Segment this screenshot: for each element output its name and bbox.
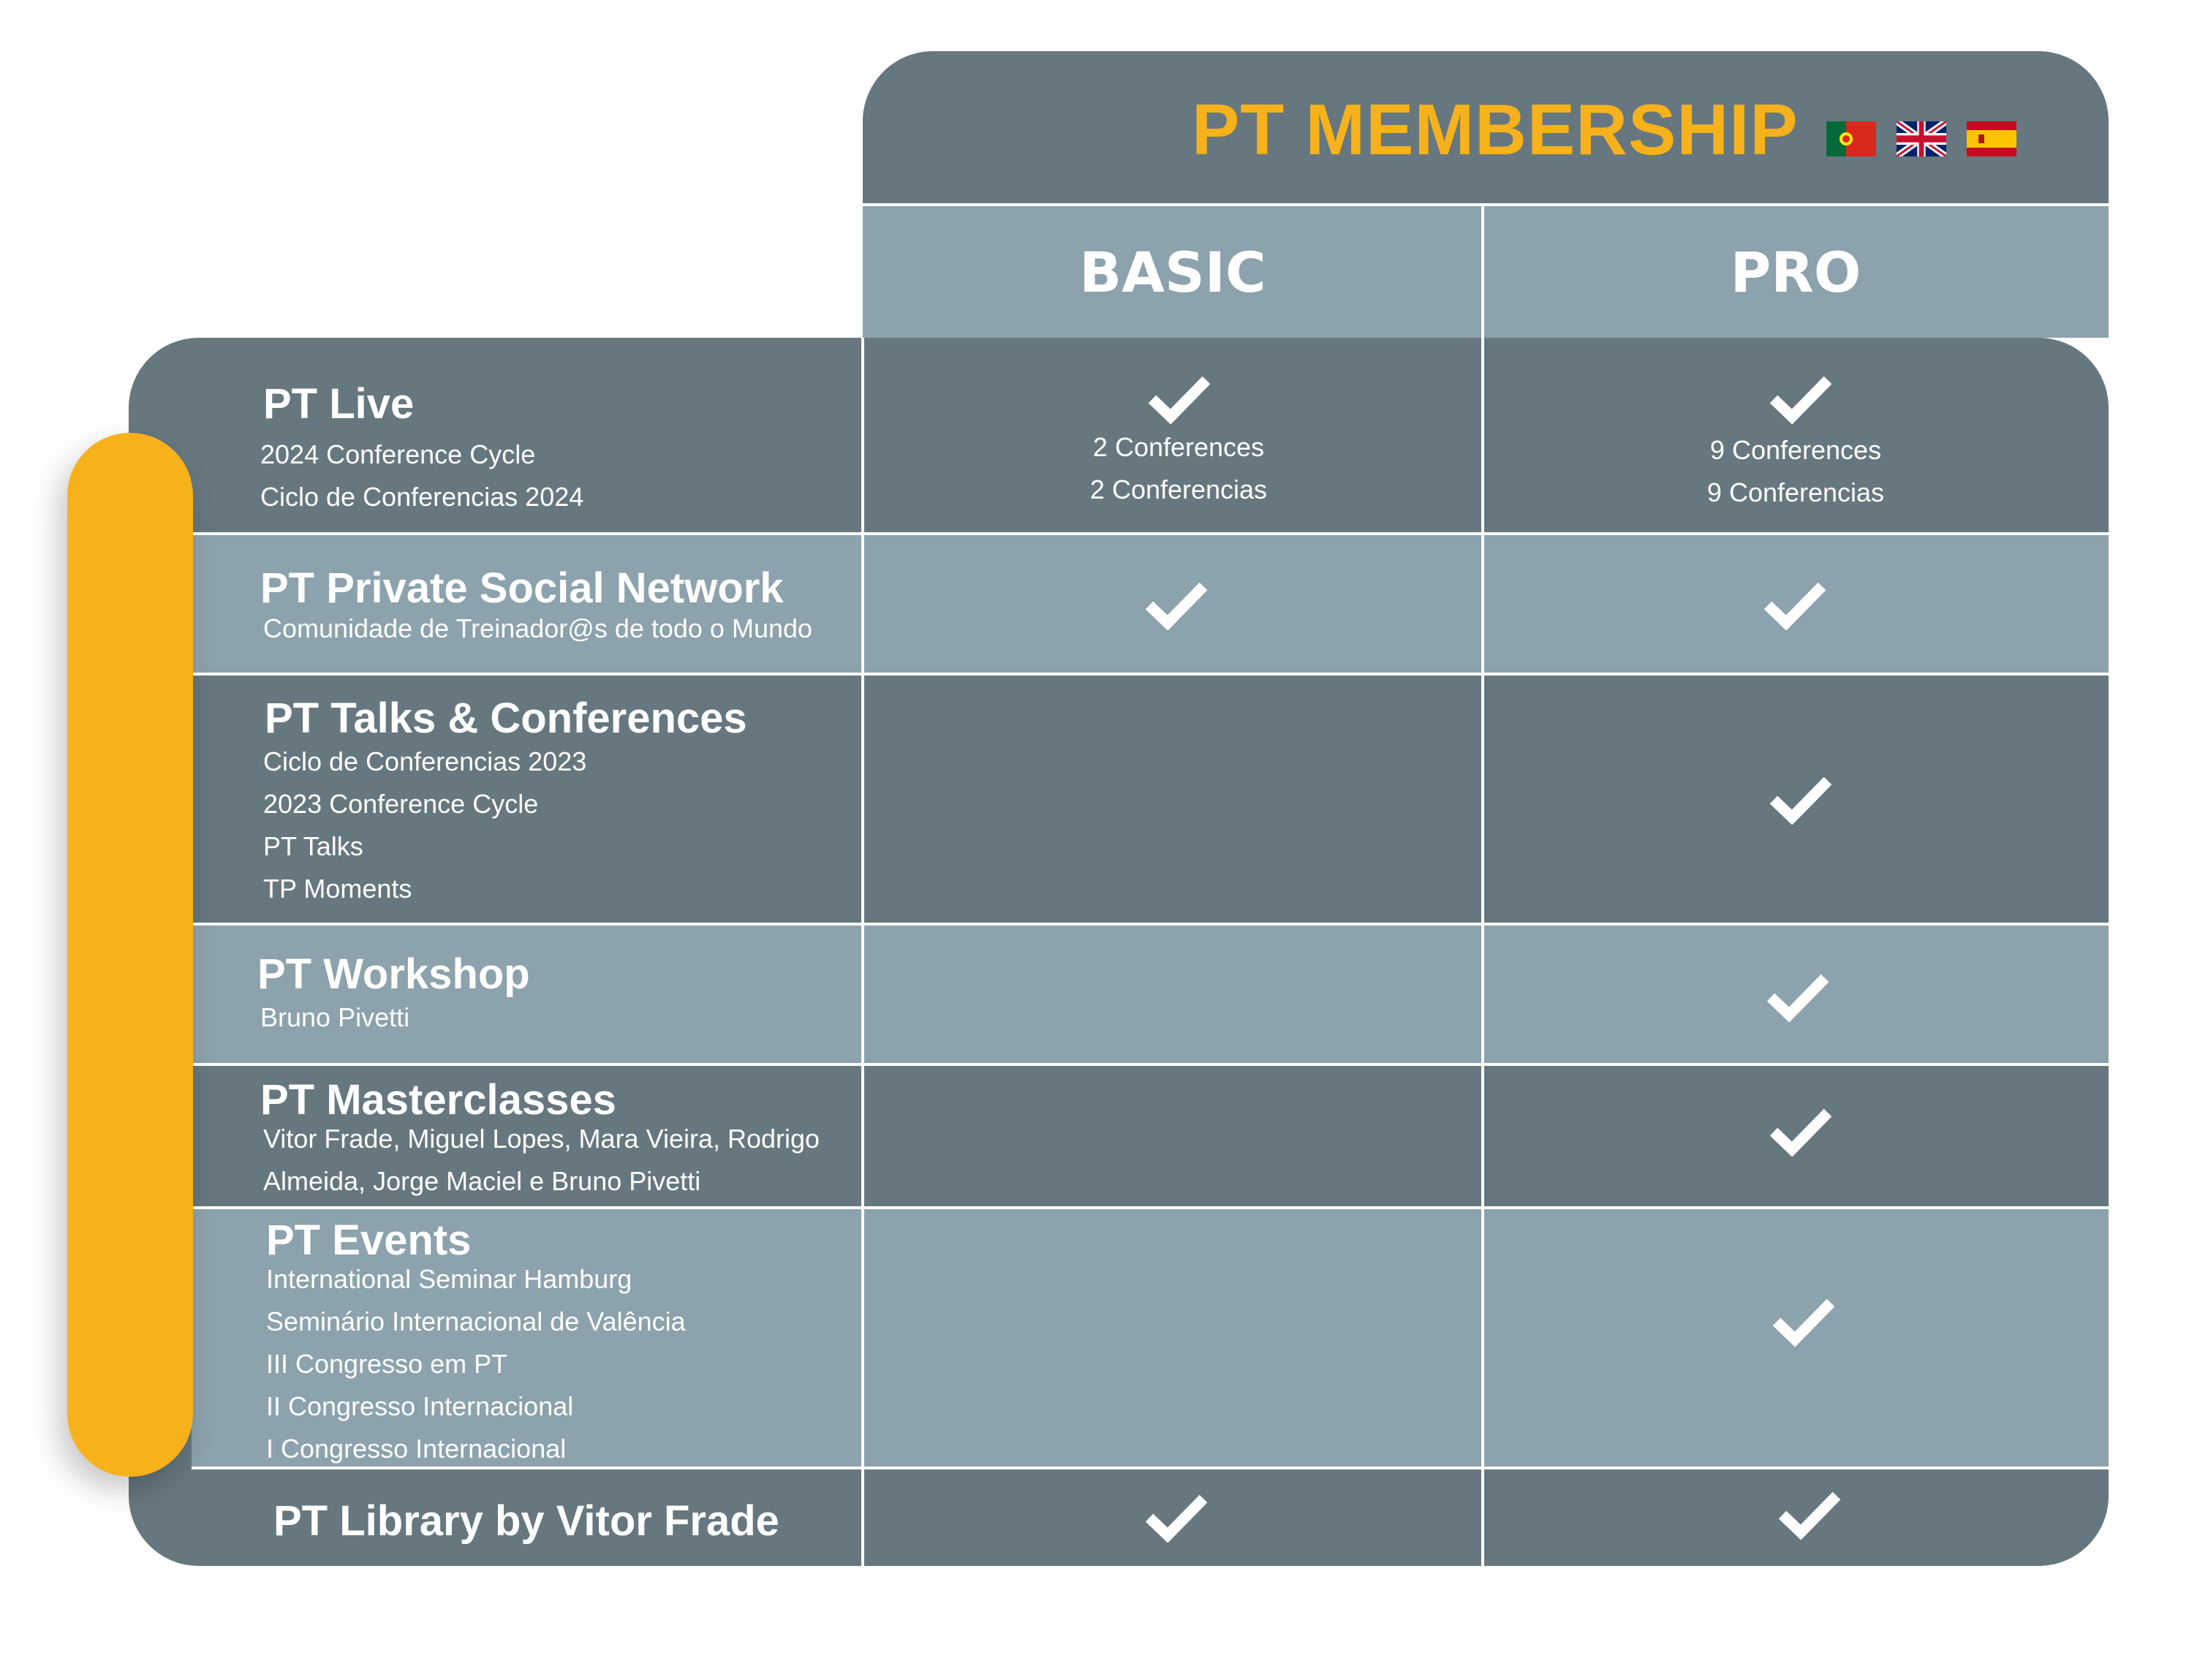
pro-detail: 9 Conferencias [1706,477,1885,507]
basic-detail: 2 Conferences [1092,432,1265,462]
accent-bar [67,433,193,1477]
feature-subtitle: II Congresso Internacional [266,1391,574,1421]
check-icon [1778,1488,1841,1540]
check-icon [1769,373,1832,424]
row-divider [192,1063,2109,1066]
flag-united-kingdom-icon[interactable] [1897,121,1946,156]
column-header-pro-label: PRO [1730,239,1861,305]
feature-title: PT Private Social Network [260,564,784,612]
check-icon [1769,1105,1832,1157]
feature-title: PT Workshop [257,950,530,998]
feature-subtitle: I Congresso Internacional [266,1434,567,1464]
flag-spain-icon[interactable] [1967,121,2016,156]
feature-subtitle: TP Moments [263,874,412,904]
header-divider [863,203,2109,206]
check-icon [1148,373,1211,424]
check-icon [1145,1491,1208,1543]
feature-subtitle: PT Talks [263,831,363,861]
pro-detail: 9 Conferences [1709,435,1882,465]
feature-subtitle: Vitor Frade, Miguel Lopes, Mara Vieira, Rodrigo [263,1124,820,1154]
feature-subtitle: 2024 Conference Cycle [260,439,536,469]
feature-subtitle: Bruno Pivetti [260,1002,410,1032]
basic-detail: 2 Conferencias [1089,474,1268,504]
feature-title: PT Library by Vitor Frade [273,1497,779,1545]
check-icon [1145,579,1208,630]
column-header-basic-label: BASIC [1079,239,1266,305]
feature-title: PT Events [266,1217,472,1264]
row-divider [192,673,2109,676]
flag-portugal-icon[interactable] [1826,121,1876,156]
row-divider [192,923,2109,926]
feature-title: PT Live [263,380,415,428]
check-icon [1769,773,1832,825]
column-header-pro [1483,206,2109,338]
feature-subtitle: Comunidade de Treinador@s de todo o Mundo [263,613,813,643]
feature-title: PT Masterclasses [260,1076,616,1124]
feature-subtitle: International Seminar Hamburg [266,1264,632,1294]
column-divider [1481,206,1484,338]
column-divider [861,338,864,1566]
feature-subtitle: Ciclo de Conferencias 2024 [260,482,584,512]
check-icon [1763,579,1826,630]
column-divider [1481,338,1484,1566]
page-title: PT MEMBERSHIP [1192,89,1799,170]
feature-subtitle: Ciclo de Conferencias 2023 [263,746,587,776]
row-divider [192,1206,2109,1209]
feature-subtitle: 2023 Conference Cycle [263,789,539,819]
row-divider [192,532,2109,535]
feature-subtitle: Seminário Internacional de Valência [266,1306,686,1336]
check-icon [1766,971,1829,1022]
feature-subtitle: III Congresso em PT [266,1349,508,1379]
row-divider [192,1467,2109,1469]
column-header-basic [863,206,1483,338]
feature-subtitle: Almeida, Jorge Maciel e Bruno Pivetti [263,1166,701,1196]
feature-title: PT Talks & Conferences [265,695,747,742]
check-icon [1772,1295,1835,1347]
